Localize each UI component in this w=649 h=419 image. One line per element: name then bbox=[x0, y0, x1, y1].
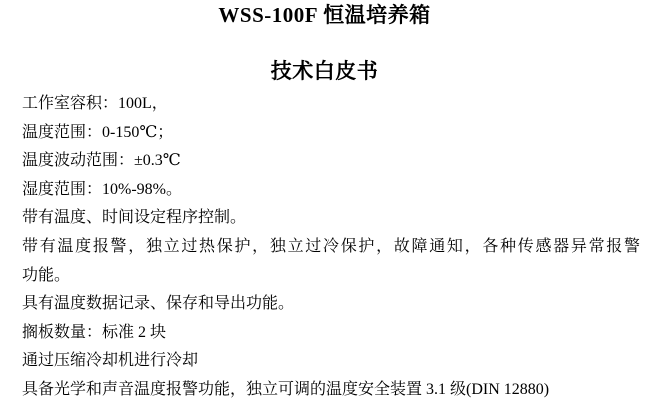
feature-program-control: 带有温度、时间设定程序控制。 bbox=[22, 209, 247, 227]
feature-data-logging: 具有温度数据记录、保存和导出功能。 bbox=[22, 295, 295, 313]
feature-alarm-protection-continued: 功能。 bbox=[22, 266, 71, 284]
spec-temperature-range: 温度范围：0-150℃； bbox=[22, 123, 174, 141]
spec-shelf-count: 搁板数量：标准 2 块 bbox=[22, 323, 167, 341]
feature-safety-device: 具备光学和声音温度报警功能，独立可调的温度安全装置 3.1 级(DIN 12880) bbox=[22, 380, 550, 398]
spec-humidity-range: 湿度范围：10%-98%。 bbox=[22, 180, 182, 198]
feature-compressor-cooling: 通过压缩冷却机进行冷却 bbox=[22, 352, 199, 370]
document-title: WSS-100F 恒温培养箱 bbox=[218, 3, 431, 27]
spec-temperature-fluctuation: 温度波动范围：±0.3℃ bbox=[22, 152, 181, 170]
feature-alarm-protection: 带有温度报警，独立过热保护，独立过冷保护，故障通知，各种传感器异常报警 bbox=[22, 237, 640, 255]
spec-chamber-volume: 工作室容积：100L， bbox=[22, 95, 168, 112]
document-subtitle: 技术白皮书 bbox=[270, 59, 379, 83]
document-body bbox=[0, 90, 649, 405]
